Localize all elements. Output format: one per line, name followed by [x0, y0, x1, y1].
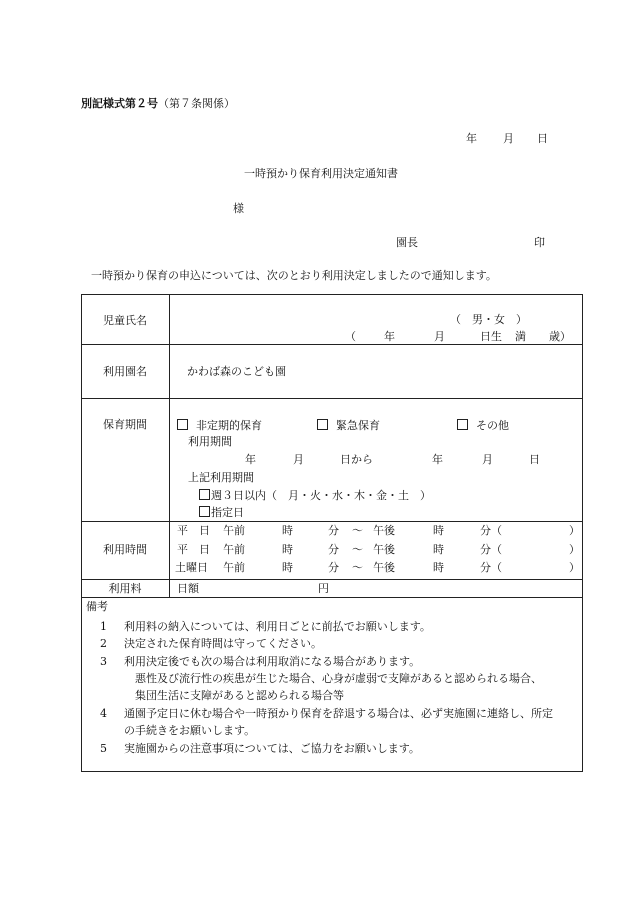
usage-period-label: 利用期間: [188, 435, 232, 448]
option-within-3days-label: 週３日以内（ 月・火・水・木・金・土 ）: [211, 489, 431, 502]
checkbox-icon[interactable]: [317, 419, 328, 430]
above-period-label: 上記利用期間: [188, 471, 254, 484]
form-number-label: 別記様式第２号: [81, 97, 158, 110]
checkbox-icon[interactable]: [199, 506, 210, 517]
checkbox-icon[interactable]: [457, 419, 468, 430]
age-label: 歳）: [549, 330, 571, 343]
date-year: 年: [466, 132, 477, 145]
time-minute: 分: [328, 561, 339, 574]
time-close: ）: [569, 524, 580, 537]
gender-field[interactable]: （ 男・女 ）: [450, 313, 527, 326]
from-month: 月: [293, 453, 304, 466]
addressee-suffix: 様: [233, 202, 244, 215]
note-text: 利用決定後でも次の場合は利用取消になる場合があります。: [124, 655, 421, 668]
note-text: 決定された保育時間は守ってください。: [124, 637, 322, 650]
to-day: 日: [529, 453, 540, 466]
note-number: 2: [100, 637, 107, 650]
note-text: 実施園からの注意事項については、ご協力をお願いします。: [124, 742, 420, 755]
period-label: 保育期間: [103, 418, 147, 431]
seal-mark: 印: [534, 236, 545, 249]
date-month: 月: [503, 132, 514, 145]
note-text: 利用料の納入については、利用日ごとに前払でお願いします。: [124, 620, 431, 633]
birth-month: 月: [434, 330, 445, 343]
time-minute: 分: [328, 524, 339, 537]
time-am: 午前: [223, 543, 245, 556]
birth-day: 日生: [480, 330, 502, 343]
time-day: 土曜日: [175, 561, 208, 574]
to-year: 年: [432, 453, 443, 466]
form-number-relation: （第７条関係）: [158, 97, 235, 110]
time-pm: 午後: [373, 561, 395, 574]
row-divider: [81, 597, 583, 598]
time-minute-end: 分（: [480, 561, 502, 574]
time-close: ）: [569, 561, 580, 574]
note-text-indent: 悪性及び流行性の疾患が生じた場合、心身が虚弱で支障があると認められる場合、: [135, 672, 542, 685]
time-tilde: ～: [352, 543, 363, 556]
note-number: 5: [100, 742, 107, 755]
principal-label: 園長: [396, 236, 418, 249]
fee-label: 利用料: [108, 582, 142, 595]
note-number: 4: [100, 707, 107, 720]
time-tilde: ～: [352, 524, 363, 537]
row-divider: [81, 579, 583, 580]
column-divider: [169, 294, 170, 597]
checkbox-icon[interactable]: [199, 489, 210, 500]
checkbox-icon[interactable]: [177, 419, 188, 430]
row-divider: [81, 521, 583, 522]
from-day: 日から: [340, 453, 373, 466]
row-divider: [81, 398, 583, 399]
fee-daily-label: 日額: [177, 582, 199, 595]
option-other[interactable]: [457, 419, 509, 431]
time-label: 利用時間: [103, 543, 147, 556]
birth-year: 年: [384, 330, 395, 343]
note-text: 通園予定日に休む場合や一時預かり保育を辞退する場合は、必ず実施園に連絡し、所定: [124, 707, 553, 720]
row-divider: [81, 344, 583, 345]
time-pm: 午後: [373, 543, 395, 556]
note-text-indent: 集団生活に支障があると認められる場合等: [135, 689, 344, 702]
form-number: [81, 98, 235, 109]
facility-label: 利用園名: [103, 365, 147, 378]
facility-name: かわば森のこども園: [187, 365, 286, 378]
child-name-label: 児童氏名: [103, 314, 147, 327]
note-number: 1: [100, 620, 107, 633]
note-text-continued: の手続きをお願いします。: [124, 724, 256, 737]
from-year: 年: [245, 453, 256, 466]
time-minute: 分: [328, 543, 339, 556]
document-title: 一時預かり保育利用決定通知書: [244, 167, 398, 180]
note-number: 3: [100, 655, 107, 668]
time-hour-end: 時: [433, 524, 444, 537]
time-hour: 時: [282, 543, 293, 556]
time-minute-end: 分（: [480, 524, 502, 537]
to-month: 月: [482, 453, 493, 466]
time-am: 午前: [223, 524, 245, 537]
option-designated[interactable]: [199, 506, 244, 518]
time-pm: 午後: [373, 524, 395, 537]
option-other-label: その他: [476, 419, 509, 432]
option-emergency-label: 緊急保育: [336, 419, 380, 432]
time-tilde: ～: [352, 561, 363, 574]
intro-text: 一時預かり保育の申込については、次のとおり利用決定しましたので通知します。: [91, 269, 497, 282]
time-hour-end: 時: [433, 543, 444, 556]
time-close: ）: [569, 543, 580, 556]
fee-yen: 円: [318, 582, 329, 595]
time-hour-end: 時: [433, 561, 444, 574]
option-irregular-label: 非定期的保育: [196, 419, 262, 432]
time-day: 平 日: [177, 543, 210, 556]
date-day: 日: [537, 132, 548, 145]
birth-open: （: [345, 330, 356, 343]
notes-heading: 備考: [86, 600, 108, 613]
time-day: 平 日: [177, 524, 210, 537]
option-irregular[interactable]: [177, 419, 262, 431]
time-hour: 時: [282, 524, 293, 537]
time-hour: 時: [282, 561, 293, 574]
option-emergency[interactable]: [317, 419, 380, 431]
time-minute-end: 分（: [480, 543, 502, 556]
option-designated-label: 指定日: [211, 506, 244, 519]
option-within-3days[interactable]: [199, 489, 431, 501]
age-full: 満: [515, 330, 526, 343]
time-am: 午前: [223, 561, 245, 574]
